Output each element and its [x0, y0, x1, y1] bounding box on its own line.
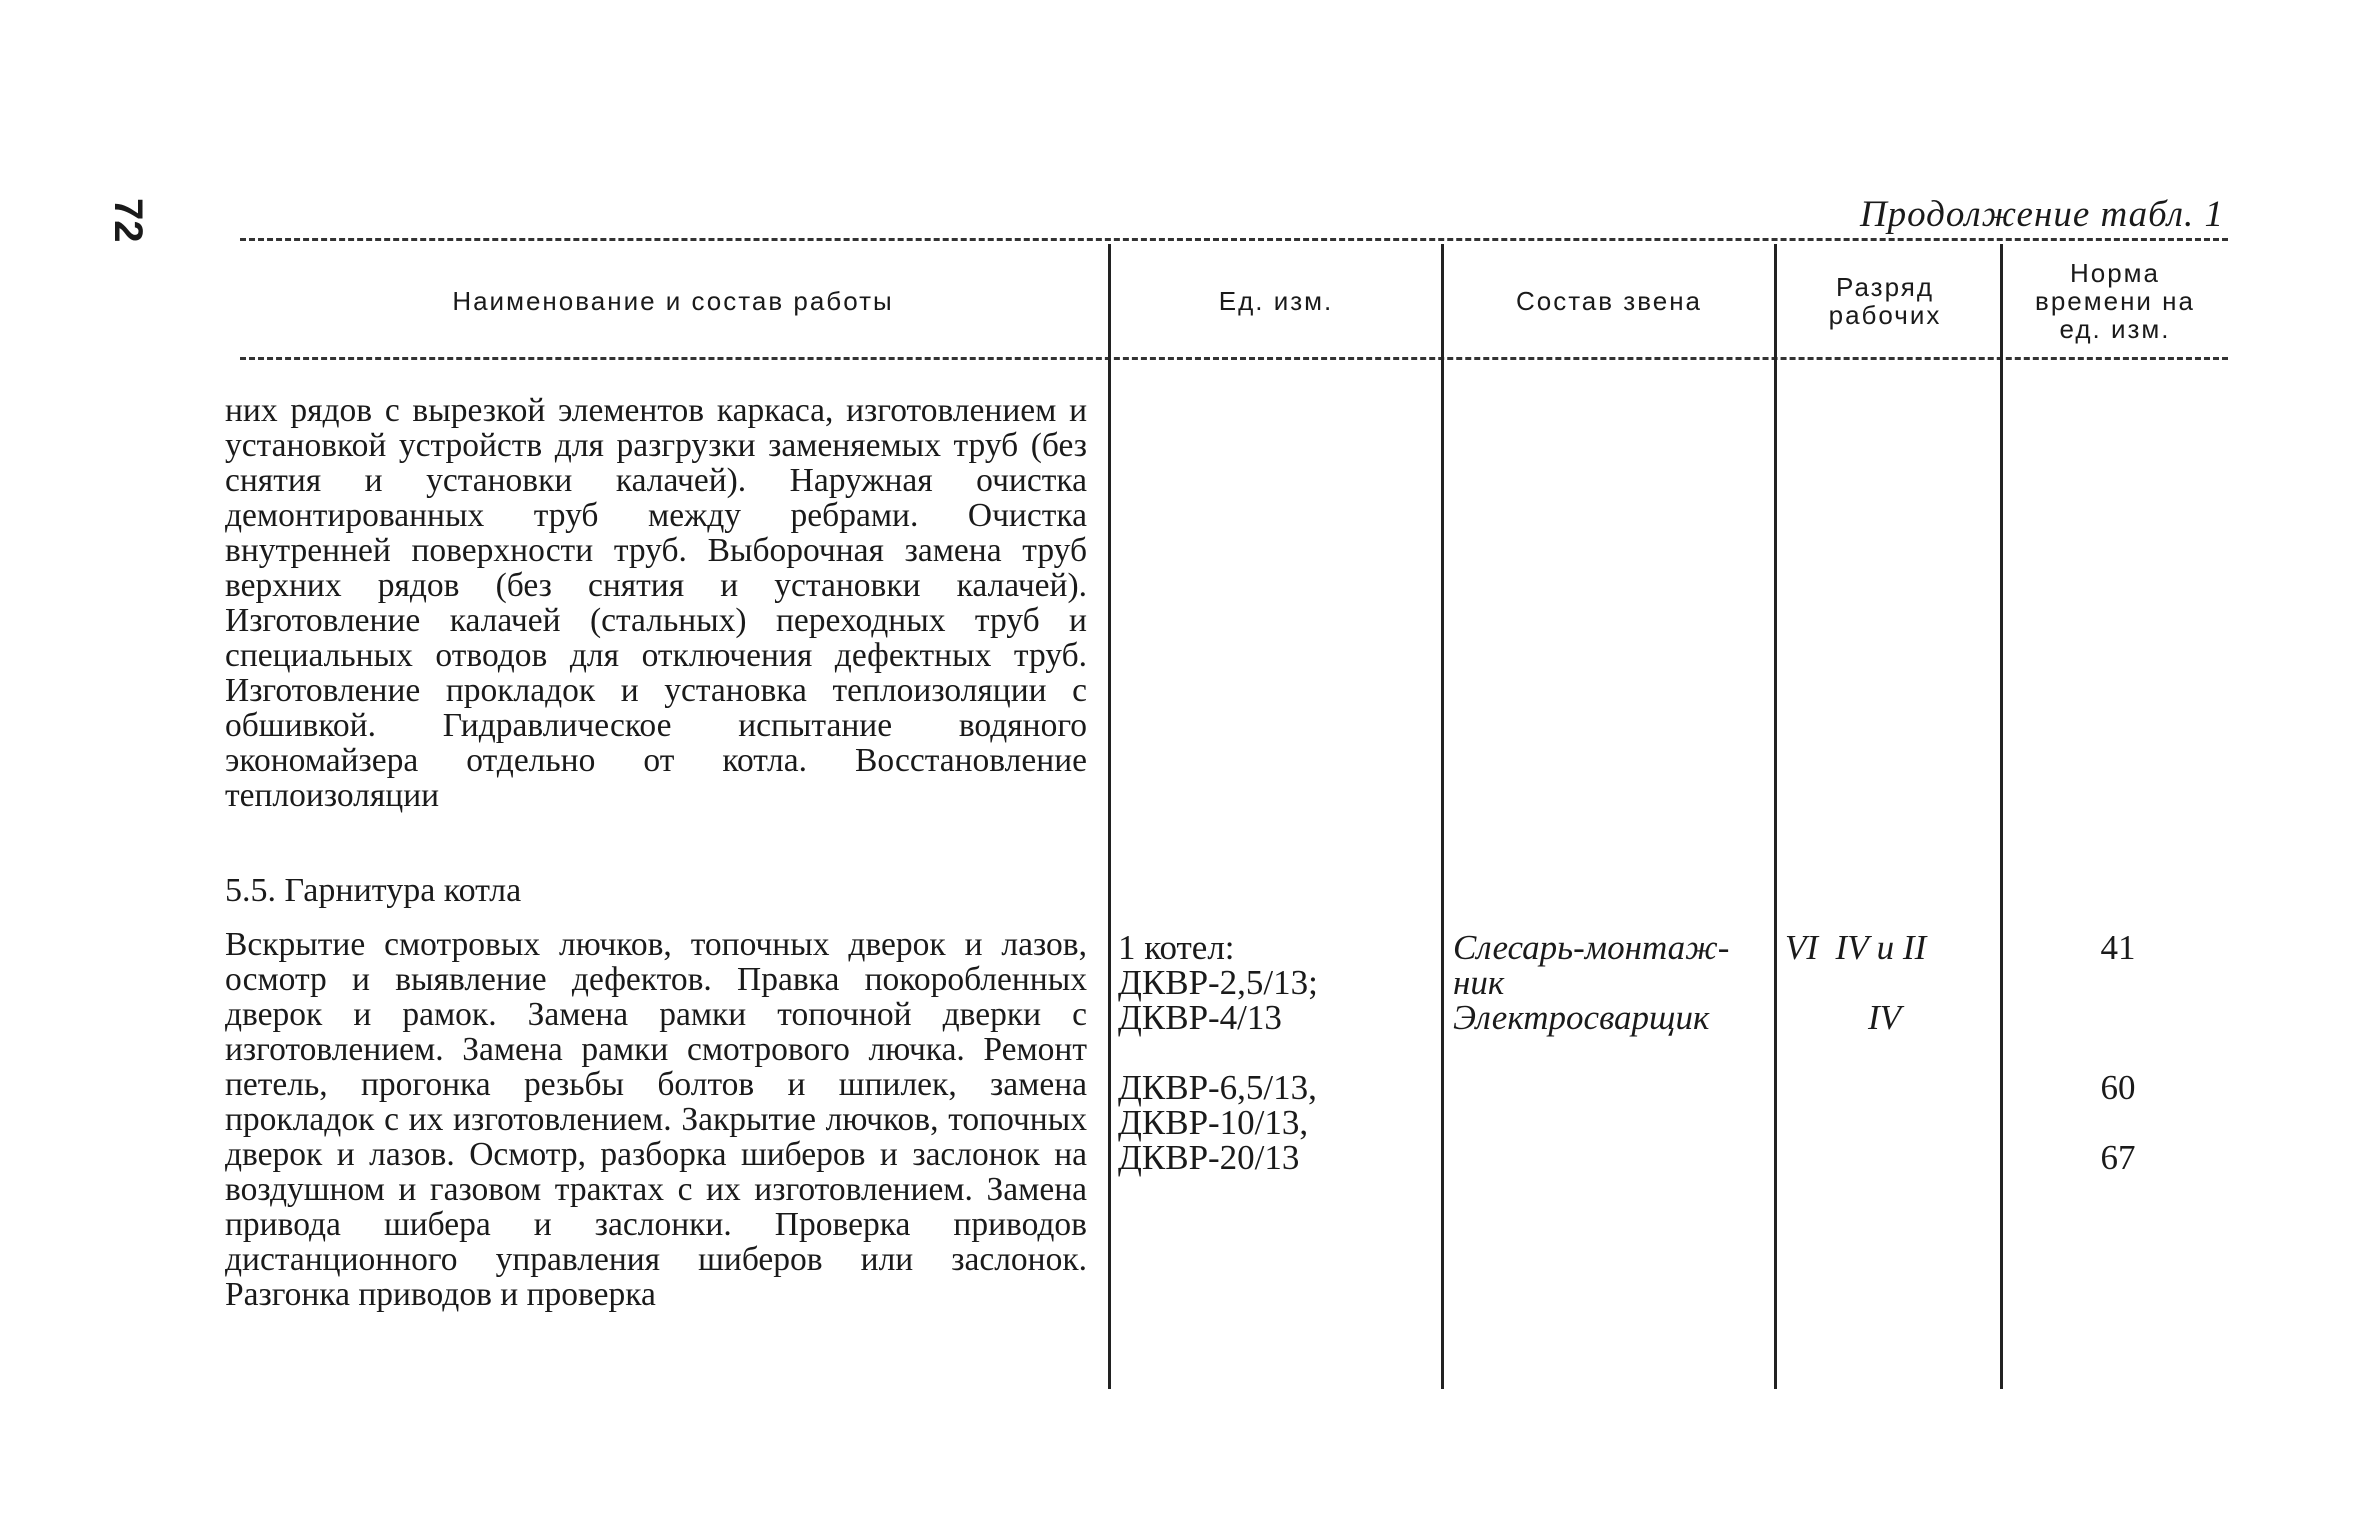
column-divider-3: [1774, 244, 1777, 1389]
crew-item: ник: [1453, 963, 1505, 1002]
header-name: Наименование и состав работы: [452, 286, 894, 316]
unit-item: 1 котел:: [1118, 928, 1235, 967]
unit-item: ДКВР-4/13: [1118, 998, 1282, 1037]
header-norm: Норма времени на ед. изм.: [2035, 258, 2195, 344]
column-divider-4: [2000, 244, 2003, 1389]
crew-item: Слесарь-монтаж-: [1453, 928, 1730, 967]
work-description-continued: них рядов с вырезкой элементов каркаса, изготовлением и установкой устройств для разгрузки заменяемых труб (без снятия и установки калачей). Наружная очистка демонтированных труб между ребрами. Очистка внутренней поверхности труб. Выборочная замена труб верхних рядов (без снятия и установки калачей). Изготовление калачей (стальных) переходных труб и специальных отводов для отключения дефектных труб. Изготовление прокладок и установка теплоизоляции с обшивкой. Гидравлическое испытание водяного экономайзера отдельно от котла. Восстановление теплоизоляции: [225, 392, 1087, 814]
unit-list: [1118, 930, 1318, 1175]
column-divider-2: [1441, 244, 1444, 1389]
norm-item: 60: [2100, 1068, 2136, 1107]
work-description: Вскрытие смотровых лючков, топочных дверок и лазов, осмотр и выявление дефектов. Правка покоробленных дверок и рамок. Замена рамки топочной дверки с изготовлением. Замена рамки смотрового лючка. Ремонт петель, прогонка резьбы болтов и шпилек, замена прокладок с их изготовлением. Закрытие лючков, топочных дверок и лазов. Осмотр, разборка шиберов и заслонок на воздушном и газовом трактах с их изготовлением. Замена привода шибера и заслонки. Проверка приводов дистанционного управления шиберов или заслонок. Разгонка приводов и проверка: [225, 926, 1087, 1313]
grade-item: VI IV и II: [1785, 928, 1927, 967]
grade-item: IV: [1868, 998, 1902, 1037]
crew-list: [1453, 930, 1729, 1035]
column-divider-1: [1108, 244, 1111, 1389]
header-bottom-rule: [240, 357, 2228, 360]
continuation-label: Продолжение табл. 1: [1859, 194, 2224, 235]
page-number: 72: [106, 198, 150, 243]
header-unit: Ед. изм.: [1218, 286, 1334, 316]
crew-item: Электросварщик: [1453, 998, 1710, 1037]
norm-item: 67: [2100, 1138, 2136, 1177]
norm-item: 41: [2100, 928, 2136, 967]
header-crew: Состав звена: [1515, 286, 1703, 316]
unit-item: ДКВР-10/13,: [1118, 1103, 1309, 1142]
unit-item: ДКВР-6,5/13,: [1118, 1068, 1317, 1107]
header-top-rule: [240, 238, 2228, 241]
header-grade: Разряд рабочих: [1828, 272, 1942, 330]
section-title: 5.5. Гарнитура котла: [225, 872, 522, 909]
unit-item: ДКВР-2,5/13;: [1118, 963, 1318, 1002]
unit-item: ДКВР-20/13: [1118, 1138, 1300, 1177]
